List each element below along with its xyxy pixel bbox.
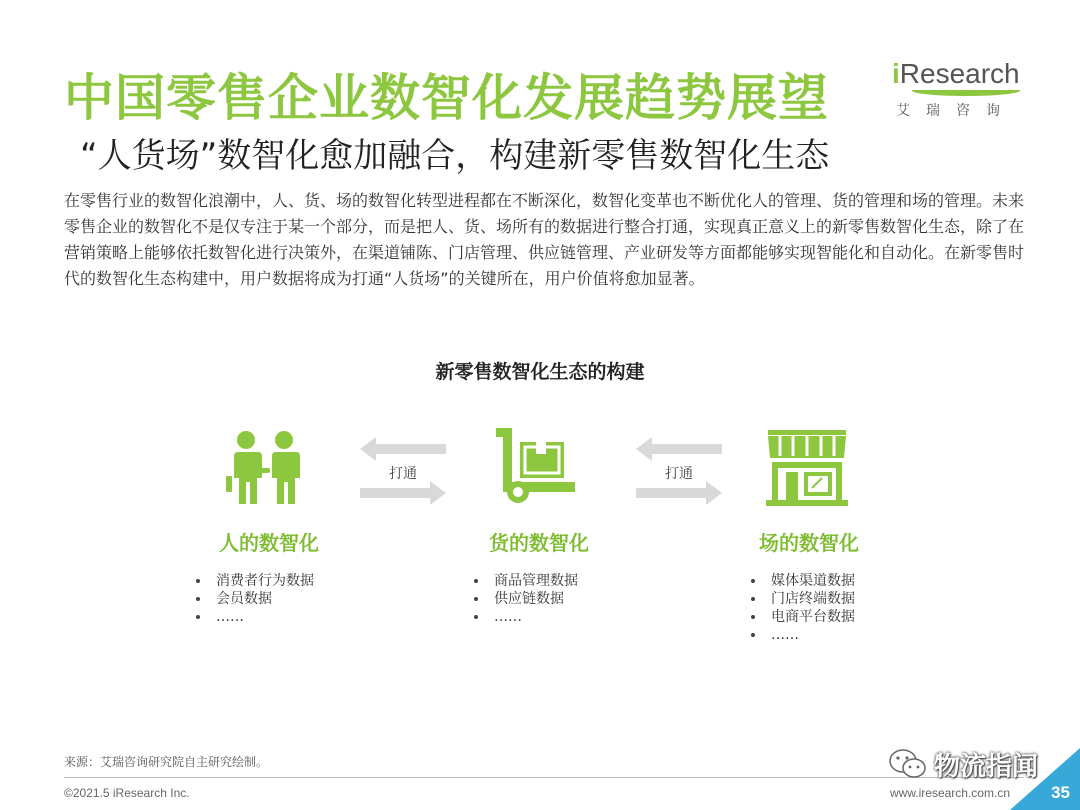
goods-data-list	[472, 572, 578, 626]
connector-arrows-left	[360, 435, 446, 513]
website-url: www.iresearch.com.cn	[889, 786, 1010, 800]
people-icon	[224, 430, 306, 506]
logo-wordmark: iResearch	[892, 58, 1020, 89]
place-data-list	[749, 572, 855, 644]
list-item: 供应链数据	[472, 590, 578, 608]
connector-label: 打通	[389, 466, 417, 482]
connector-arrows-right	[636, 435, 722, 513]
intro-paragraph: 在零售行业的数智化浪潮中，人、货、场的数智化转型进程都在不断深化，数智化变革也不断优化人的管理、货的管理和场的管理。未来零售企业的数智化不是仅专注于某一个部分，而是把人、货、场所有的数据进行整合打通，实现真正意义上的新零售数智化生态，除了在营销策略上能够依托数智化进行决策外，在渠道铺陈、门店管理、供应链管理、产业研发等方面都能够实现智能化和自动化。在新零售时代的数智化生态构建中，用户数据将成为打通“人货场”的关键所在，用户价值将愈加显著。	[64, 191, 1025, 288]
people-data-list	[194, 572, 314, 626]
logo-chinese-name: 艾瑞咨询	[896, 103, 1016, 119]
column-title-goods: 货的数智化	[489, 531, 589, 555]
list-item: 消费者行为数据	[194, 572, 314, 590]
list-item: ……	[194, 608, 314, 626]
wechat-icon	[888, 747, 928, 781]
watermark-text: 物流指闻	[934, 751, 1039, 782]
column-title-place: 场的数智化	[759, 531, 859, 555]
diagram-title: 新零售数智化生态的构建	[435, 361, 645, 383]
list-item: ……	[472, 608, 578, 626]
source-note: 来源：艾瑞咨询研究院自主研究绘制。	[64, 755, 269, 769]
connector-label: 打通	[665, 466, 693, 482]
page-number: 35	[1051, 783, 1070, 802]
list-item: 商品管理数据	[472, 572, 578, 590]
list-item: ……	[749, 626, 855, 644]
list-item: 会员数据	[194, 590, 314, 608]
page-subtitle: “人货场”数智化愈加融合，构建新零售数智化生态	[80, 136, 830, 176]
list-item: 门店终端数据	[749, 590, 855, 608]
logo-swoosh	[912, 90, 1020, 96]
hand-truck-icon	[496, 428, 576, 504]
list-item: 媒体渠道数据	[749, 572, 855, 590]
footer-divider	[64, 777, 1024, 778]
storefront-icon	[766, 430, 848, 506]
list-item: 电商平台数据	[749, 608, 855, 626]
iresearch-logo	[892, 56, 1032, 122]
column-title-people: 人的数智化	[219, 531, 319, 555]
copyright-text: ©2021.5 iResearch Inc.	[64, 786, 190, 800]
page-title: 中国零售企业数智化发展趋势展望	[64, 69, 829, 127]
